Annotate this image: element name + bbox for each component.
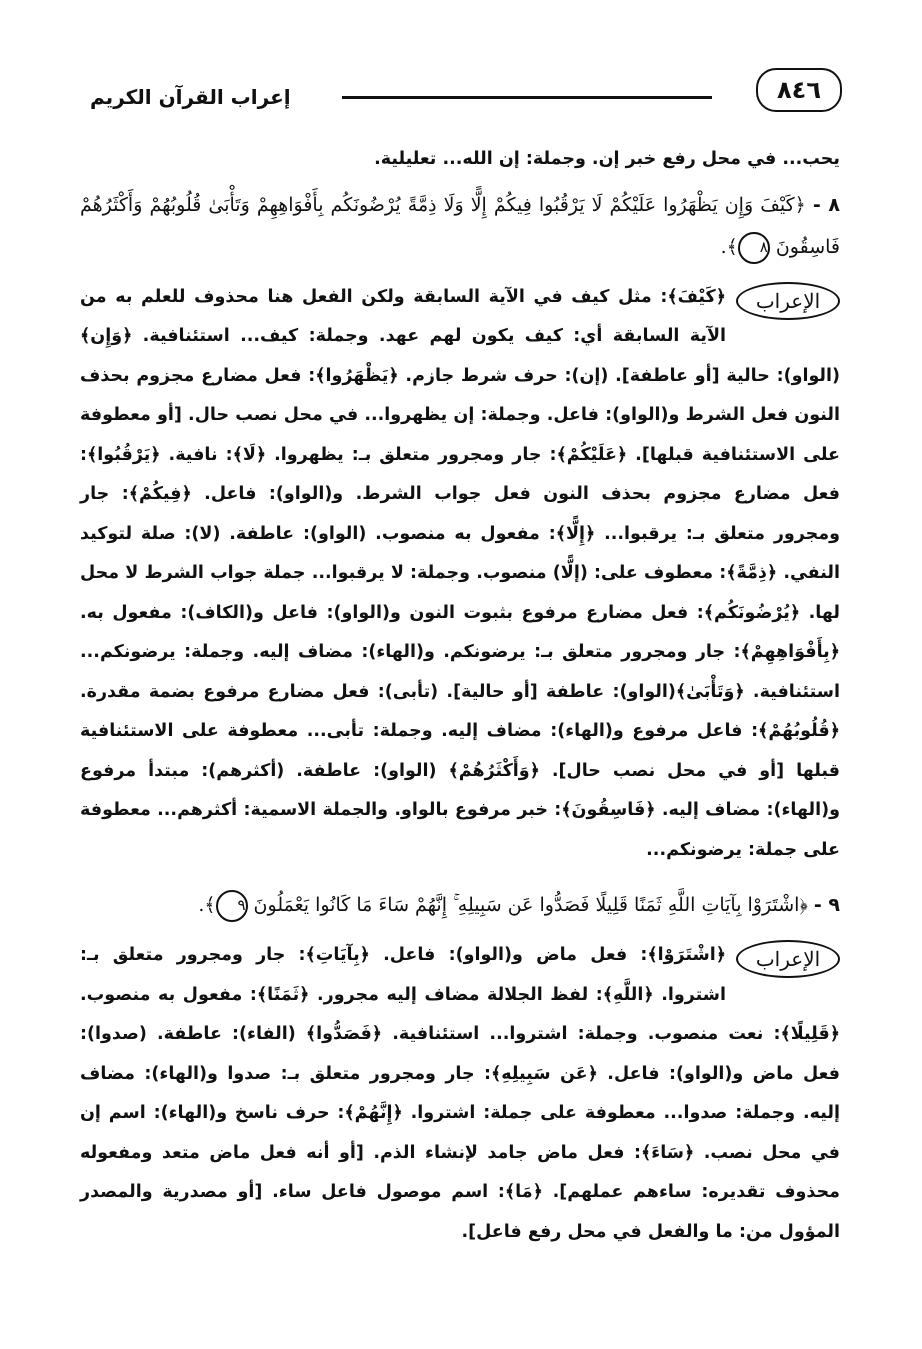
book-title: إعراب القرآن الكريم	[90, 85, 291, 109]
verse-8	[80, 184, 840, 268]
verse-9	[80, 884, 840, 926]
iraab-label: الإعراب	[736, 282, 840, 320]
iraab-section-1	[80, 278, 840, 871]
verse-9-text: ﴿اشْتَرَوْا بِآيَاتِ اللَّهِ ثَمَنًا قَلِيلًا فَصَدُّوا عَن سَبِيلِهِ ۚ إِنَّهُمْ سَاءَ مَا كَانُوا يَعْمَلُونَ	[253, 894, 808, 916]
iraab-text-2: ﴿اشْتَرَوْا﴾: فعل ماض و(الواو): فاعل. ﴿بِآيَاتِ﴾: جار ومجرور متعلق بـ: اشتروا. ﴿اللَّهِ﴾: لفظ الجلالة مضاف إليه مجرور. ﴿ثَمَنًا﴾: مفعول به منصوب. ﴿قَلِيلًا﴾: نعت منصوب. وجملة: اشتروا... استئنافية. ﴿فَصَدُّوا﴾ (الفاء): عاطفة. (صدوا): فعل ماض و(الواو): فاعل. ﴿عَن سَبِيلِهِ﴾: جار ومجرور متعلق بـ: صدوا و(الهاء): مضاف إليه. وجملة: صدوا... معطوفة على جملة: اشتروا. ﴿إِنَّهُمْ﴾: حرف ناسخ و(الهاء): اسم إن في محل نصب. ﴿سَاءَ﴾: فعل ماض جامد لإنشاء الذم. [أو أنه فعل ماض متعد ومفعوله محذوف تقديره: ساءهم عملهم]. ﴿مَا﴾: اسم موصول فاعل ساء. [أو مصدرية والمصدر المؤول من: ما والفعل في محل رفع فاعل].	[80, 945, 840, 1242]
ayah-number-9: ٩	[216, 890, 248, 922]
page-header	[60, 68, 862, 124]
verse-8-close: ﴾.	[720, 235, 738, 258]
page-content	[80, 140, 840, 1252]
verse-8-number: ٨ -	[812, 193, 840, 216]
iraab-label: الإعراب	[736, 940, 840, 978]
page-number: ٨٤٦	[756, 68, 842, 112]
intro-line: يحب... في محل رفع خبر إن. وجملة: إن الله... تعليلية.	[374, 149, 840, 169]
header-rule	[342, 96, 712, 99]
verse-8-text: ﴿كَيْفَ وَإِن يَظْهَرُوا عَلَيْكُمْ لَا يَرْقُبُوا فِيكُمْ إِلًّا وَلَا ذِمَّةً يُرْضُونَكُم بِأَفْوَاهِهِمْ وَتَأْبَىٰ قُلُوبُهُمْ وَأَكْثَرُهُمْ فَاسِقُونَ	[80, 193, 840, 258]
iraab-text-1: ﴿كَيْفَ﴾: مثل كيف في الآية السابقة ولكن الفعل هنا محذوف للعلم به من الآية السابقة أي: كيف يكون لهم عهد. وجملة: كيف... استئنافية. ﴿وَإِن﴾ (الواو): حالية [أو عاطفة]. (إن): حرف شرط جازم. ﴿يَظْهَرُوا﴾: فعل مضارع مجزوم بحذف النون فعل الشرط و(الواو): فاعل. وجملة: إن يظهروا... في محل نصب حال. [أو معطوفة على الاستئنافية قبلها]. ﴿عَلَيْكُمْ﴾: جار ومجرور متعلق بـ: يظهروا. ﴿لَا﴾: نافية. ﴿يَرْقُبُوا﴾: فعل مضارع مجزوم بحذف النون فعل جواب الشرط. و(الواو): فاعل. ﴿فِيكُمْ﴾: جار ومجرور متعلق بـ: يرقبوا... ﴿إِلًّا﴾: مفعول به منصوب. (الواو): عاطفة. (لا): صلة لتوكيد النفي. ﴿ذِمَّةً﴾: معطوف على: (إلًّا) منصوب. وجملة: لا يرقبوا... جملة جواب الشرط لا محل لها. ﴿يُرْضُونَكُم﴾: فعل مضارع مرفوع بثبوت النون و(الواو): فاعل و(الكاف): مفعول به. ﴿بِأَفْوَاهِهِمْ﴾: جار ومجرور متعلق بـ: يرضونكم. و(الهاء): مضاف إليه. وجملة: يرضونكم... استئنافية. ﴿وَتَأْبَىٰ﴾(الواو): عاطفة [أو حالية]. (تأبى): فعل مضارع مرفوع بضمة مقدرة. ﴿قُلُوبُهُمْ﴾: فاعل مرفوع و(الهاء): مضاف إليه. وجملة: تأبى... معطوفة على الاستئنافية قبلها [أو في محل نصب حال]. ﴿وَأَكْثَرُهُمْ﴾ (الواو): عاطفة. (أكثرهم): مبتدأ مرفوع و(الهاء): مضاف إليه. ﴿فَاسِقُونَ﴾: خبر مرفوع بالواو. والجملة الاسمية: أكثرهم... معطوفة على جملة: يرضونكم...	[80, 286, 840, 860]
ayah-number-8: ٨	[738, 232, 770, 264]
verse-9-number: ٩ -	[813, 894, 840, 916]
iraab-section-2	[80, 936, 840, 1252]
verse-9-close: ﴾.	[198, 894, 216, 916]
